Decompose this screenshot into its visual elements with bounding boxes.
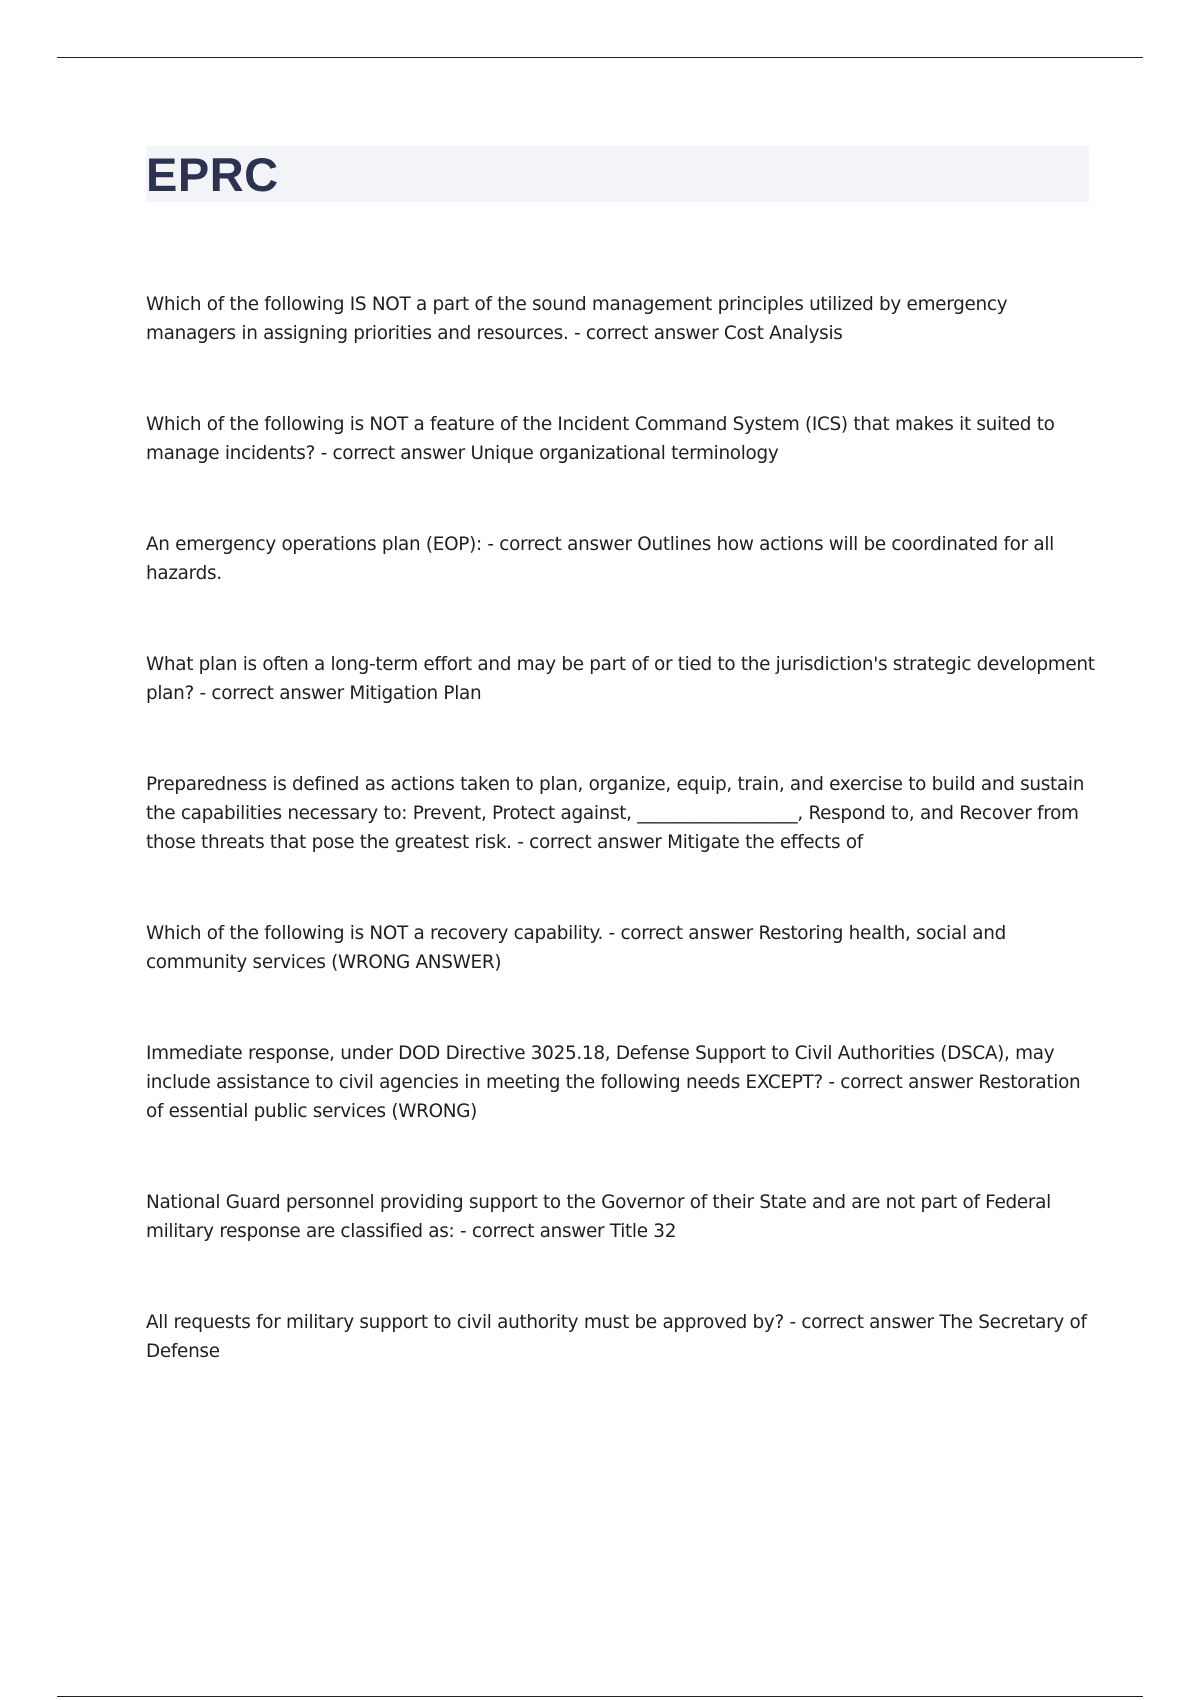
qa-item: Which of the following IS NOT a part of the sound management principles utilized by emergency managers in assigning priorities and resources. - correct answer Cost Analysis <box>146 294 1008 344</box>
qa-item: All requests for military support to civil authority must be approved by? - correct answer The Secretary of Defense <box>146 1312 1087 1362</box>
qa-list <box>146 290 1096 1428</box>
qa-item: Preparedness is defined as actions taken to plan, organize, equip, train, and exercise to build and sustain the capabilities necessary to: Prevent, Protect against, __________________, Respond to, and Recover from those threats that pose the greatest risk. - correct answer Mitigate the effects of <box>146 774 1085 853</box>
qa-item: National Guard personnel providing support to the Governor of their State and are not part of Federal military response are classified as: - correct answer Title 32 <box>146 1192 1051 1242</box>
document-title: EPRC <box>146 148 279 201</box>
qa-item: Immediate response, under DOD Directive 3025.18, Defense Support to Civil Authorities (DSCA), may include assistance to civil agencies in meeting the following needs EXCEPT? - correct answer Restoration of essential public services (WRONG) <box>146 1043 1081 1122</box>
title-band <box>146 146 1089 202</box>
bottom-rule <box>57 1696 1143 1697</box>
qa-item: Which of the following is NOT a feature of the Incident Command System (ICS) that makes it suited to manage incidents? - correct answer Unique organizational terminology <box>146 414 1055 464</box>
qa-item: What plan is often a long-term effort and may be part of or tied to the jurisdiction's strategic development plan? - correct answer Mitigation Plan <box>146 654 1095 704</box>
top-rule <box>57 57 1143 58</box>
qa-item: An emergency operations plan (EOP): - correct answer Outlines how actions will be coordinated for all hazards. <box>146 534 1054 584</box>
qa-item: Which of the following is NOT a recovery capability. - correct answer Restoring health, social and community services (WRONG ANSWER) <box>146 923 1006 973</box>
